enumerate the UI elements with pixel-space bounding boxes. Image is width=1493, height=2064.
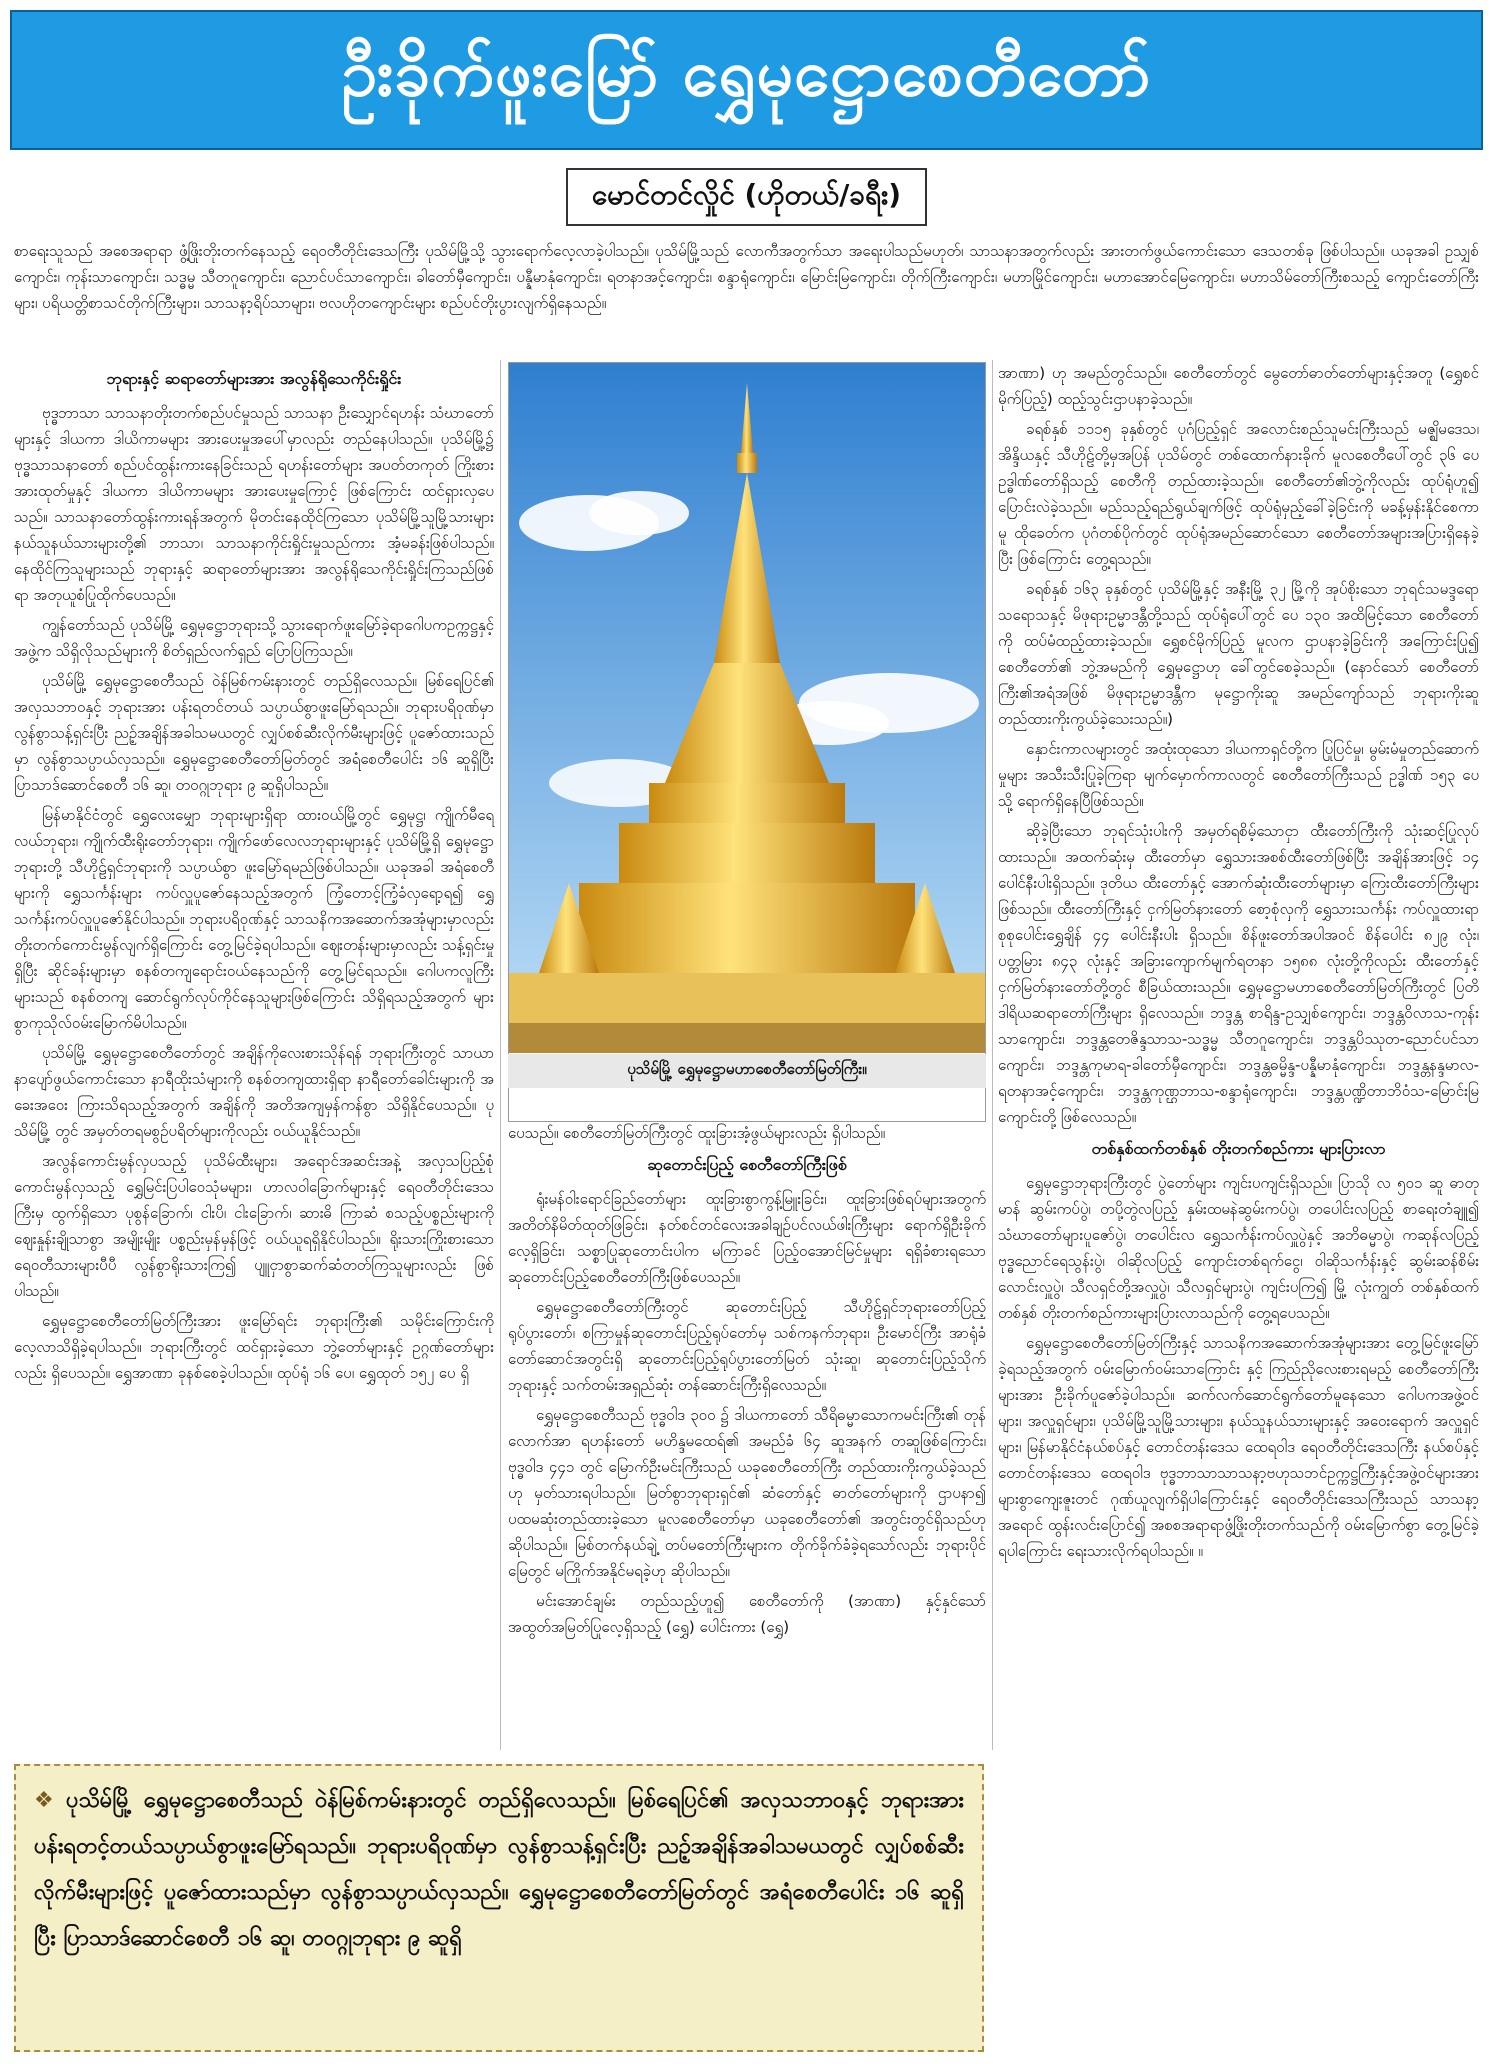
right-column: [998, 360, 1479, 1568]
intro-paragraph: စာရေးသူသည် အစေအရာရာ ဖွံ့ဖြိုးတိုးတက်နေသည့် ရေဝတီတိုင်းဒေသကြီး ပုသိမ်မြို့သို့ သွားရောက်လေ့လာခဲ့ပါသည်။ ပုသိမ်မြို့သည် လောကီအတွက်သာ အရေးပါသည်မဟုတ်၊ သာသနာအတွက်လည်း အားတက်ဖွယ်ကောင်းသော ဒေသတစ်ခု ဖြစ်ပါသည်။ ယခုအခါ ဥသျှစ်ကျောင်း၊ ကုန်းသာကျောင်း၊ သဒ္ဓမ္မ သီတဂူကျောင်း၊ ညောင်ပင်သာကျောင်း၊ ခါတော်မှီကျောင်း၊ ပန္နီမာနုံကျောင်း၊ ရတနာအင့်ကျောင်း၊ စန္ဒာရုံကျောင်း၊ မြောင်းမြကျောင်း၊ တိုက်ကြီးကျောင်း၊ မဟာမြိုင်ကျောင်း၊ မဟာအောင်မြေကျောင်း၊ မဟာသိမ်တော်ကြီးစသည့် ကျောင်းတော်ကြီးများ၊ ပရိယတ္တိစာသင်တိုက်ကြီးများ၊ သာသနာ့ရိပ်သာများ၊ ဗလဟိုတကျောင်းများ စည်ပင်တိုးပွားလျက်ရှိနေသည်။: [14, 242, 1479, 312]
paragraph: မြန်မာနိုင်ငံတွင် ရွှေလေးမျှော ဘုရားများရှိရာ ထားဝယ်မြို့တွင် ရွှေမုဋ္ဌ၊ ကျိုက်မီရေလယ်ဘုရား၊ ကျိုက်ထီးရိုးတော်ဘုရား၊ ကျိုက်ဖော်လေလဘုရားများနှင့် ပုသိမ်မြို့ရှိ ရွှေမုဋ္ဌောဘုရားတို့ သီဟိုဠ်ရှင်ဘုရားကို သပ္ပာယ်စွာ ဖူးမြော်ရမည်ဖြစ်ပါသည်။ ယခုအခါ အရံစေတီများကို ရွှေသင်္ကန်းများ ကပ်လှူပူဇော်နေသည့်အတွက် ကြံ့တောင့်ကြံ့ခံလှရော့ရ၍ ရွှေသင်္ကန်းကပ်လှူပူဇော်နိုင်ပါသည်။ ဘုရားပရိဝုဏ်နှင့် သာသနိကအဆောက်အအုံများမှာလည်း တိုးတက်ကောင်းမွန်လျက်ရှိကြောင်း တွေ့မြင်ခဲ့ရပါသည်။ ဈေးတန်းများမှာလည်း သန့်ရှင်းမှုရှိပြီး ဆိုင်ခန်းများမှာ စနစ်တကျရောင်းဝယ်နေသည်ကို တွေ့မြင်ရသည်။ ဂေါပကလူကြီးများသည် စနစ်တကျ ဆောင်ရွက်လုပ်ကိုင်နေသူများဖြစ်ကြောင်း သိရှိရသည့်အတွက် များစွာကုသိုလ်ဝမ်းမြောက်မိပါသည်။: [14, 806, 494, 1032]
section-heading: ဆုတောင်းပြည့် စေတီတော်ကြီးဖြစ်: [647, 1155, 847, 1174]
paragraph: ရွှေမုဋ္ဌောစေတီတော်မြတ်ကြီးနှင့် သာသနိကအဆောက်အအုံများအား တွေ့မြင်ဖူးမြော်ခဲ့ရသည့်အတွက် ဝမ်းမြောက်ဝမ်းသာကြောင်း နှင့် ကြည်ညိုလေးစားရမည့် စေတီတော်ကြီးများအား ဦးခိုက်ပူဇော်ခဲ့ပါသည်။ ဆက်လက်ဆောင်ရွက်တော်မူနေသော ဂေါပကအဖွဲ့ဝင်များ၊ အလှူရှင်များ၊ ပုသိမ်မြို့သူမြို့သားများ၊ နယ်သူနယ်သားများနှင့် အဝေးရောက် အလှူရှင်များ၊ မြန်မာနိုင်ငံနယ်စပ်နှင့် တောင်တန်းဒေသ ထေရဝါဒ ရေဝတီတိုင်းဒေသကြီး နယ်စပ်နှင့် တောင်တန်းဒေသ ထေရဝါဒ ဗုဒ္ဓဘာသာသာသနာ့ဗဟုသဘင်ဥက္ကဋ္ဌကြီးနှင့်အဖွဲ့ဝင်များအား များစွာကျေးဇူးတင် ဂုဏ်ယူလျက်ရှိပါကြောင်းနှင့် ရေဝတီတိုင်းဒေသကြီးသည် သာသနာ့အရောင် ထွန်းလင်းပြောင်၍ အစစအရာရာဖွံ့ဖြိုးတိုးတက်သည်ကို ဝမ်းမြောက်စွာ တွေ့မြင်ခဲ့ရပါကြောင်း ရေးသားလိုက်ရပါသည်။ ။: [998, 1334, 1479, 1560]
paragraph: ပုသိမ်မြို့ ရွှေမုဋ္ဌောစေတီတော်တွင် အချိန်ကိုလေးစားသိုန်ရန် ဘုရားကြီးတွင် သာယာနာပျော်ဖွယ်ကောင်းသော နာရီထိုးသံများကို စနစ်တကျထားရှိရာ နာရီတော်ခေါင်းများကို အခေးအဝေး ကြားသိရသည့်အတွက် အချိန်ကို အတိအကျမှန်ကန်စွာ သိရှိနိုင်ပေသည်။ ပုသိမ်မြို့ တွင် အမှတ်တရမစွဉ်ပရိတ်များကိုလည်း ဝယ်ယူနိုင်သည်။: [14, 1044, 494, 1140]
headline-banner: [10, 10, 1483, 150]
paragraph: ကျွန်တော်သည် ပုသိမ်မြို့ ရွှေမုဋ္ဌောဘုရားသို့ သွားရောက်ဖူးမြော်ခဲ့ရာဂေါပကဥက္ကဋ္ဌနှင့်အဖွဲ့က သိရှိလိုသည်များကို စိတ်ရှည်လက်ရှည် ပြောပြကြသည်။: [14, 616, 494, 660]
paragraph: အလွန်ကောင်းမွန်လှပသည့် ပုသိမ်ထီးများ၊ အရောင်အဆင်းအနဲ့ အလှသပြည့်စုံကောင်းမွန်လှသည့် ရွှေမြင်းပြပါဝေသုံမများ၊ ဟာလဝါခြောက်များနှင့် ရေဝတီတိုင်းဒေသကြီးမှ ထွက်ရှိသော ပုစွန်ခြောက်၊ ငါးပိ၊ ငါးခြောက်၊ ဆားဓိ ကြာဆံ စသည့်ပစ္စည်းများကို ဈေးနှုန်းချိုသာစွာ အမျိုးမျိုး ပစ္စည်းမှန်မှန်ဖြင့် ဝယ်ယူရရှိနိုင်ပါသည်။ ရိုးသားကြိုးစားသော ရေဝတီသားများပီပီ လွန်စွာရိုးသားကြ၍ ပျူငှာစွာဆက်ဆံတတ်ကြသူများလည်း ဖြစ်ပါသည်။: [14, 1152, 494, 1300]
column-divider: [500, 360, 501, 1750]
paragraph: ဗုဒ္ဓဘာသာ သာသနာတိုးတက်စည်ပင်မှုသည် သာသနာ ဦးသျှောင်ရဟန်း သံဃာတော်များနှင့် ဒါယကာ ဒါယိကာမများ အားပေးမှုအပေါ်မှာလည်း တည်နေပါသည်။ ပုသိမ်မြို့၌ ဗုဒ္ဓသာသနာတော် စည်ပင်ထွန်းကားနေခြင်းသည် ရဟန်းတော်များ အပတ်တကုတ် ကြိုးစားအားထုတ်မှုနှင့် ဒါယကာ ဒါယိကာမများ အားပေးမှုကြောင့် ဖြစ်ကြောင်း ထင်ရှားလှပေသည်။ သာသနာတော်ထွန်းကားရန်အတွက် မိုတင်းနေထိုင်ကြသော ပုသိမ်မြို့သူမြို့သားများ နယ်သူနယ်သားများတို့၏ ဘာသာ၊ သာသနာကိုင်းရှိုင်းမှုသည်ကား အံ့မခန်းဖြစ်ပါသည်။ နေထိုင်ကြသူများသည် ဘုရားနှင့် ဆရာတော်များအား အလွန်ရိုသေကိုင်းရှိုင်းကြသည်ဖြစ်ရာ အတုယူစံပြုထိုက်ပေသည်။: [14, 404, 494, 604]
middle-column: [508, 1120, 986, 1644]
paragraph: ခရစ်နှစ် ၁၆၃ ခုနှစ်တွင် ပုသိမ်မြို့နှင့် အနီးမြို့ ၃၂ မြို့ကို အုပ်စိုးသော ဘုရင်သမဒ္ဒရောသရောသနှင့် မိဖုရားဥမ္မာဒန္တီတို့သည် ထုပ်ရုံပေါ်တွင် ပေ ၁၃၀ အထိမြင့်သော စေတီတော်ကို ထပ်မံထည့်ထားခဲ့သည်။ ရွှေစင်မိုက်ပြည့် မူလက ဌာပနာခဲ့ခြင်းကို အကြောင်းပြု၍ စေတီတော်၏ ဘွဲ့အမည်ကို ရွှေမုဋ္ဌောဟု ခေါ်တွင်စေခဲ့သည်။ (နောင်သော် စေတီတော်ကြီး၏အရံအဖြစ် မိဖုရားဥမ္မာဒန္တီက မုဋ္ဌောကိုးဆူ အမည်ကျော်သည် ဘုရားကိုးဆူ တည်ထားကိုးကွယ်ခဲ့သေးသည်။): [998, 580, 1479, 728]
paragraph: နှောင်းကာလများတွင် အထုံးထုသော ဒါယကာရှင်တို့က ပြုပြင်မှု၊ မွမ်းမံမှုတည်ဆောက်မှုများ အသီးသီးပြုခဲ့ကြရာ မျက်မှောက်ကာလတွင် စေတီတော်ကြီးသည် ဥဒ္ဓါဏ် ၁၅၃ ပေသို့ ရောက်ရှိနေပြီဖြစ်သည်။: [998, 740, 1479, 810]
paragraph: ခရစ်နှစ် ၁၁၁၅ ခုနှစ်တွင် ပုဂံပြည့်ရှင် အလောင်းစည်သူမင်းကြီးသည် မဇ္ဈိမဒေသ၊ အိန္ဒိယနှင့် သီဟိုဠ်တို့မှအပြန် ပုသိမ်တွင် တစ်ထောက်နားခိုက် မူလစေတီပေါ်တွင် ၃၆ ပေ ဥဒ္ဓါဏ်တော်ရှိသည့် စေတီကို တည်ထားခဲ့သည်။ စေတီတော်၏ဘွဲ့ကိုလည်း ထုပ်ရုံဟူ၍ ပြောင်းလဲခဲ့သည်။ မည်သည့်ရည်ရွယ်ချက်ဖြင့် ထုပ်ရုံမှည့်ခေါ်ခဲ့ခြင်းကို မခန့်မှန်းနိုင်စေကာမူ ထိုခေတ်က ပုဂံတစ်ပိုက်တွင် ထုပ်ရုံအမည်ဆောင်သော စေတီတော်အများအပြားရှိနေခဲ့ပြီး ဖြစ်ကြောင်း တွေ့ရသည်။: [998, 420, 1479, 568]
paragraph: ရုံးမန်ဝါးရောင်ခြည်တော်များ ထူးခြားစွာကွန့်မြူးခြင်း၊ ထူးခြားဖြစ်ရပ်များအတွက် အတိတ်နိမိတ်ထုတ်ဖြခြင်း၊ နတ်စင်တင်လေးအခါချဉ်ပင်လယ်ဖါးကြီးများ ရောက်ရှိဦးခိုက်လေ့ရှိခြင်း၊ သစ္စာပြုဆုတောင်းပါက မကြာခင် ပြည့်ဝအောင်မြင်မှုများ ရရှိခံစားရသော ဆုတောင်းပြည့်စေတီတော်ကြီးဖြစ်ပေသည်။: [508, 1190, 986, 1286]
byline-wrap: [0, 168, 1493, 226]
paragraph: ဆိုခဲ့ပြီးသော ဘုရင်သုံးပါးကို အမှတ်ရစိမ့်သောငှာ ထီးတော်ကြီးကို သုံးဆင့်ပြုလုပ်ထားသည်။ အထက်ဆုံးမှ ထီးတော်မှာ ရွှေသားအစစ်ထီးတော်ဖြစ်ပြီး အချိန်အားဖြင့် ၁၄ ပေါင်နီးပါးရှိသည်။ ဒုတိယ ထီးတော်နှင့် အောက်ဆုံးထီးတော်များမှာ ကြေးထီးတော်ကြီးများဖြစ်သည်။ ထီးတော်ကြီးနှင့် ငှက်မြတ်နားတော် စော့စုံလှကို ရွှေသားသင်္ကန်း ကပ်လှူထားရာ စုစုပေါင်းရွှေချိန် ၄၄ ပေါင်းနီးပါး ရှိသည်။ စိန်ဖူးတော်အပါအဝင် စိန်ပေါင်း ၈၂၉ လုံး၊ ပတ္တမြား ၈၄၃ လုံးနှင့် အခြားကျောက်မျက်ရတနာ ၁၅၈၈ လုံးတို့ကိုလည်း ထီးတော်နှင့် ငှက်မြတ်နားတော်တို့တွင် စီခြယ်ထားသည်။ ရွှေမုဋ္ဌောမဟာစေတီတော်မြတ်ကြီးတွင် ပြတိဒါရိယဆရာတော်ကြီးများ ရှိလေသည်။ ဘဒ္ဒန္တ စာရိန္ဒ-ဥသျှစ်ကျောင်း၊ ဘဒ္ဒန္တဝိလာသ-ကုန်းသာကျောင်း၊ ဘဒ္ဒန္တတေဇိန္ဒသာသ-သဒ္ဓမ္မ သီတဂူကျောင်း၊ ဘဒ္ဒန္တပိဿုတ-ညောင်ပင်သာကျောင်း၊ ဘဒ္ဒန္တကုမာရ-ခါတော်မှီကျောင်း၊ ဘဒ္ဒန္တဓမ္မိန္ဒ-ပန္နီမာနုံကျောင်း၊ ဘဒ္ဒန္တနန္ဒမာလ-ရတနာအင့်ကျောင်း၊ ဘဒ္ဒန္တကုဏ္ဌဘာသ-စန္ဒာရုံကျောင်း၊ ဘဒ္ဒန္တပဏ္ဍိတာဘိဝံသ-မြောင်းမြကျောင်းတို့ ဖြစ်လေသည်။: [998, 822, 1479, 1126]
pagoda-photo: [508, 362, 986, 1122]
pagoda-illustration: [509, 363, 985, 1053]
byline: မောင်တင်လှိုင် (ဟိုတယ်/ခရီး): [566, 168, 927, 226]
headline: ဦးခိုက်ဖူးမြော် ရွှေမုဋ္ဌောစေတီတော်: [341, 37, 1152, 111]
diamond-bullet-icon: ❖: [34, 1788, 58, 1813]
photo-caption: ပုသိမ်မြို့ ရွှေမုဋ္ဌောမဟာစေတီတော်မြတ်ကြီး။: [508, 1054, 986, 1088]
section-heading: တစ်နှစ်ထက်တစ်နှစ် တိုးတက်စည်ကား များပြားလာ: [1091, 1139, 1386, 1158]
paragraph: ရွှေမုဋ္ဌောဘုရားကြီးတွင် ပွဲတော်များ ကျင်းပကျင်းရှိသည်။ ပြာသို လ ၅၀၁ ဆူ ဓာတုမာန် ဆွမ်းကပ်ပွဲ၊ တပို့တွဲလပြည့် နှမ်းထမနဲဆွမ်းကပ်ပွဲ၊ တပေါင်းလပြည့် စာရေးတံချူ၍ သံဃာတော်များပူဇော်ပွဲ၊ တပေါင်းလ ရွှေသင်္ကန်းကပ်လှူပွဲနှင့် အဘိဓမ္မာပွဲ၊ ကဆုန်လပြည့် ဗုဒ္ဓညောင်ရေသွန်းပွဲ၊ ဝါဆိုလပြည့် ကျောင်းတစ်ရက်ငွေ၊ ဝါဆိုသင်္ကန်းနှင့် ဆွမ်းဆန်စိမ်းလောင်းလှူပွဲ၊ သီလရှင်တို့အလှူပွဲ၊ သီလရှင်များပွဲ၊ ကျင်းပကြ၍ မြို့ လုံးကျွတ် တစ်နှစ်ထက်တစ်နှစ် တိုးတက်စည်ကားများပြားလာသည်ကို တွေ့ရပေသည်။: [998, 1174, 1479, 1322]
paragraph: ရွှေမုဋ္ဌောစေတီတော်မြတ်ကြီးအား ဖူးမြော်ရင်း ဘုရားကြီး၏ သမိုင်းကြောင်းကို လေ့လာသိရှိခဲ့ရပါသည်။ ဘုရားကြီးတွင် ထင်ရှားခဲ့သော ဘွဲ့တော်များနှင့် ဥဂ္ဂဏ်တော်များလည်း ရှိပေသည်။ ရွှေအာဏာ ခုနစ်စေခဲ့ပါသည်။ ထုပ်ရုံ ၁၆ ပေ၊ ရွှေထုတ် ၁၅၂ ပေ ရှိ: [14, 1312, 494, 1382]
section-heading: ဘုရားနှင့် ဆရာတော်များအား အလွန်ရိုသေကိုင်းရှိုင်း: [106, 369, 402, 388]
pull-quote-text: ပုသိမ်မြို့ ရွှေမုဋ္ဌောစေတီသည် ဝဲန်မြစ်ကမ်းနားတွင် တည်ရှိလေသည်။ မြစ်ရေပြင်၏ အလှသဘာဝနှင့် ဘုရားအား ပန်းရတင့်တယ်သပ္ပာယ်စွာဖူးမြော်ရသည်။ ဘုရားပရိဝုဏ်မှာ လွန်စွာသန့်ရှင်းပြီး ညဉ့်အချိန်အခါသမယတွင် လျှပ်စစ်ဆီးလိုက်မီးများဖြင့် ပူဇော်ထားသည်မှာ လွန်စွာသပ္ပာယ်လှသည်။ ရွှေမုဋ္ဌောစေတီတော်မြတ်တွင် အရံစေတီပေါင်း ၁၆ ဆူရှိပြီး ပြာသာဒ်ဆောင်စေတီ ၁၆ ဆူ၊ တဝဂ္ဂုဘုရား ၉ ဆူရှိ: [34, 1788, 964, 1951]
left-column: [14, 360, 494, 1390]
paragraph: ရွှေမုဋ္ဌောစေတီသည် ဗုဒ္ဓဝါဒ ၃၀၀ ၌ ဒါယကာတော် သီရိဓမ္မာသောကမင်းကြီး၏ တုန်လောက်အာ ရဟန်းတော် မဟိန္ဒမထေရ်၏ အမည်ခံ ၆၄ ဆူအနက် တဆူဖြစ်ကြောင်း၊ ဗုဒ္ဓဝါဒ ၄၄၁ တွင် မြောက်ဦးမင်းကြီးသည် ယခုစေတီတော်ကြီး တည်ထားကိုးကွယ်ခဲ့သည်ဟု မှတ်သားရပါသည်။ မြတ်စွာဘုရားရှင်၏ ဆံတော်နှင့် ဓာတ်တော်များကို ဌာပနာ၍ ပထမဆုံးတည်ထားခဲ့သော မူလစေတီတော်မှာ ယခုစေတီတော်၏ အတွင်းတွင်ရှိသည်ဟုဆိုပါသည်။ မြစ်တက်နယ်ချဲ့ တပ်မတော်ကြီးများက တိုက်ခိုက်ခံခဲ့ရသော်လည်း ဘုရားပိုင်မြေတွင် မကြိုက်အနိုင်မရခဲ့ဟု ဆိုပါသည်။: [508, 1406, 986, 1580]
paragraph: ပေသည်။ စေတီတော်မြတ်ကြီးတွင် ထူးခြားအံ့ဖွယ်များလည်း ရှိပါသည်။: [508, 1124, 886, 1142]
paragraph: ရွှေမုဋ္ဌောစေတီတော်ကြီးတွင် ဆုတောင်းပြည့် သီဟိုဠ်ရှင်ဘုရားတော်ပြည့် ရုပ်ပွားတော်၊ စကြာမှုန်ဆုတောင်းပြည့်ရုပ်တော်မှ သစ်ကနက်ဘုရား၊ ဦးမောင်ကြီး အာရုံခံတော်ဆောင်အတွင်းရှိ ဆုတောင်းပြည့်ရုပ်ပွားတော်မြတ် သုံးဆူ၊ ဆုတောင်းပြည့်သိုက်ဘုရားနှင့် သက်တမ်းအရှည်ဆုံး တန်ဆောင်းကြီးရှိလေသည်။: [508, 1298, 986, 1394]
column-divider: [992, 360, 993, 1750]
paragraph: ပုသိမ်မြို့ ရွှေမုဋ္ဌောစေတီသည် ဝဲန်မြစ်ကမ်းနားတွင် တည်ရှိလေသည်။ မြစ်ရေပြင်၏ အလှသဘာဝနှင့် ဘုရားအား ပန်းရတင်တယ် သပ္ပာယ်စွာဖူးမြော်ရသည်။ ဘုရားပရိဝုဏ်မှာ လွန်စွာသန့်ရှင်းပြီး ညဉ့်အချိန်အခါသမယတွင် လျှပ်စစ်ဆီးလိုက်မီးများဖြင့် ပူဇော်ထားသည်မှာ လွန်စွာသပ္ပာယ်လှသည်။ ရွှေမုဋ္ဌောစေတီတော်မြတ်တွင် အရံစေတီပေါင်း ၁၆ ဆူရှိပြီး ပြာသာဒ်ဆောင်စေတီ ၁၆ ဆူ၊ တဝဂ္ဂုဘုရား ၉ ဆူရှိပါသည်။: [14, 672, 494, 794]
pull-quote: [14, 1764, 984, 2052]
paragraph: မင်းအောင်ချမ်း တည်သည့်ဟူ၍ စေတီတော်ကို (အာဏာ) နှင့်နှင်သော် အထွတ်အမြတ်ပြုလေ့ရှိသည့် (ရွှေ) ပေါင်းကား (ရွှေ): [508, 1592, 986, 1636]
paragraph: အာဏာ) ဟု အမည်တွင်သည်။ စေတီတော်တွင် မွေတော်ဓာတ်တော်များနှင့်အတူ (ရွှေစင် မိုက်ပြည့်) ထည့်သွင်းဌာပနာခဲ့သည်။: [998, 364, 1479, 408]
